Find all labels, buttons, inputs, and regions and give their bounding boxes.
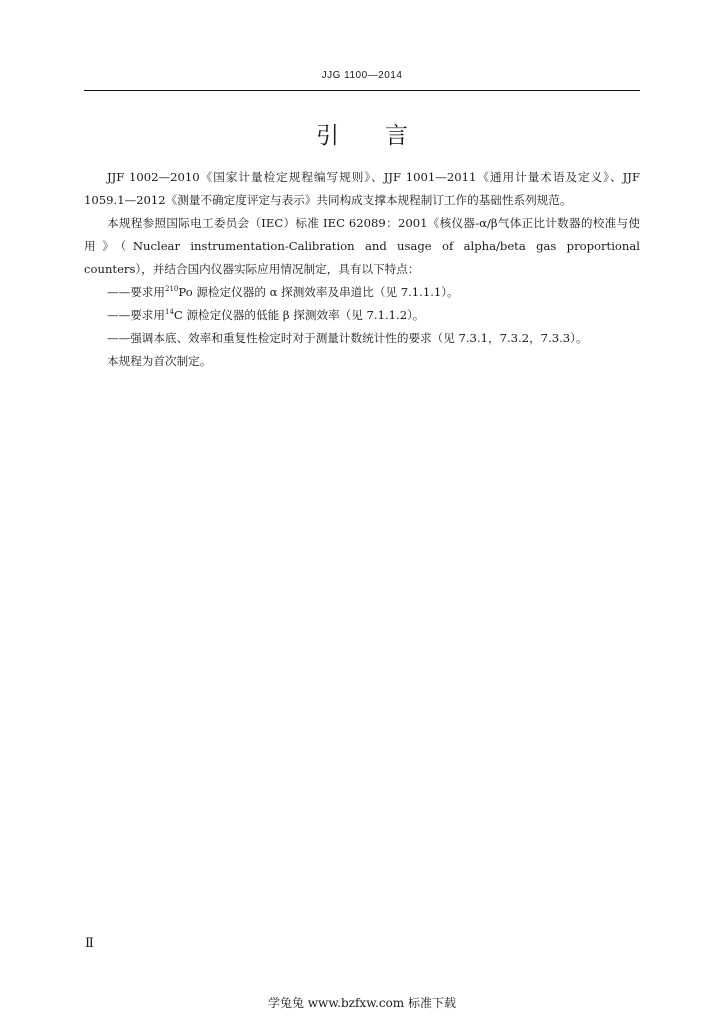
feature-statistics: ——强调本底、效率和重复性检定时对于测量计数统计性的要求（见 7.3.1，7.3.2，7.3.3）。 bbox=[107, 331, 588, 345]
feature-alpha bbox=[84, 281, 640, 304]
feature-alpha-text: Po 源检定仪器的 α 探测效率及串道比（见 7.1.1.1）。 bbox=[178, 285, 459, 299]
paragraph-first-edition: 本规程为首次制定。 bbox=[107, 354, 212, 368]
running-header: JJG 1100—2014 bbox=[321, 70, 403, 81]
feature-beta-prefix: ——要求用 bbox=[107, 308, 165, 322]
feature-beta bbox=[84, 304, 640, 327]
watermark: 学兔兔 www.bzfxw.com 标准下载 bbox=[267, 996, 457, 1010]
paragraph-basis: 本规程参照国际电工委员会（IEC）标准 IEC 62089：2001《核仪器-α/β气体正比计数器的校准与使用》（Nuclear instrumentation-Calibration and usage of alpha/beta gas proportional counters），并结合国内仪器实际应用情况制定，具有以下特点： bbox=[84, 216, 640, 276]
feature-alpha-prefix: ——要求用 bbox=[107, 285, 165, 299]
body-text bbox=[84, 166, 640, 373]
header-rule bbox=[84, 90, 640, 91]
paragraph-references: JJF 1002—2010《国家计量检定规程编写规则》、JJF 1001—2011《通用计量术语及定义》、JJF 1059.1—2012《测量不确定度评定与表示》共同构成支撑本规程制订工作的基础性系列规范。 bbox=[84, 170, 640, 207]
feature-beta-text: C 源检定仪器的低能 β 探测效率（见 7.1.1.2）。 bbox=[173, 308, 425, 322]
page-number: Ⅱ bbox=[85, 936, 94, 951]
feature-beta-superscript: 14 bbox=[164, 308, 174, 316]
page-title: 引言 bbox=[316, 123, 454, 149]
feature-alpha-superscript: 210 bbox=[164, 285, 179, 293]
